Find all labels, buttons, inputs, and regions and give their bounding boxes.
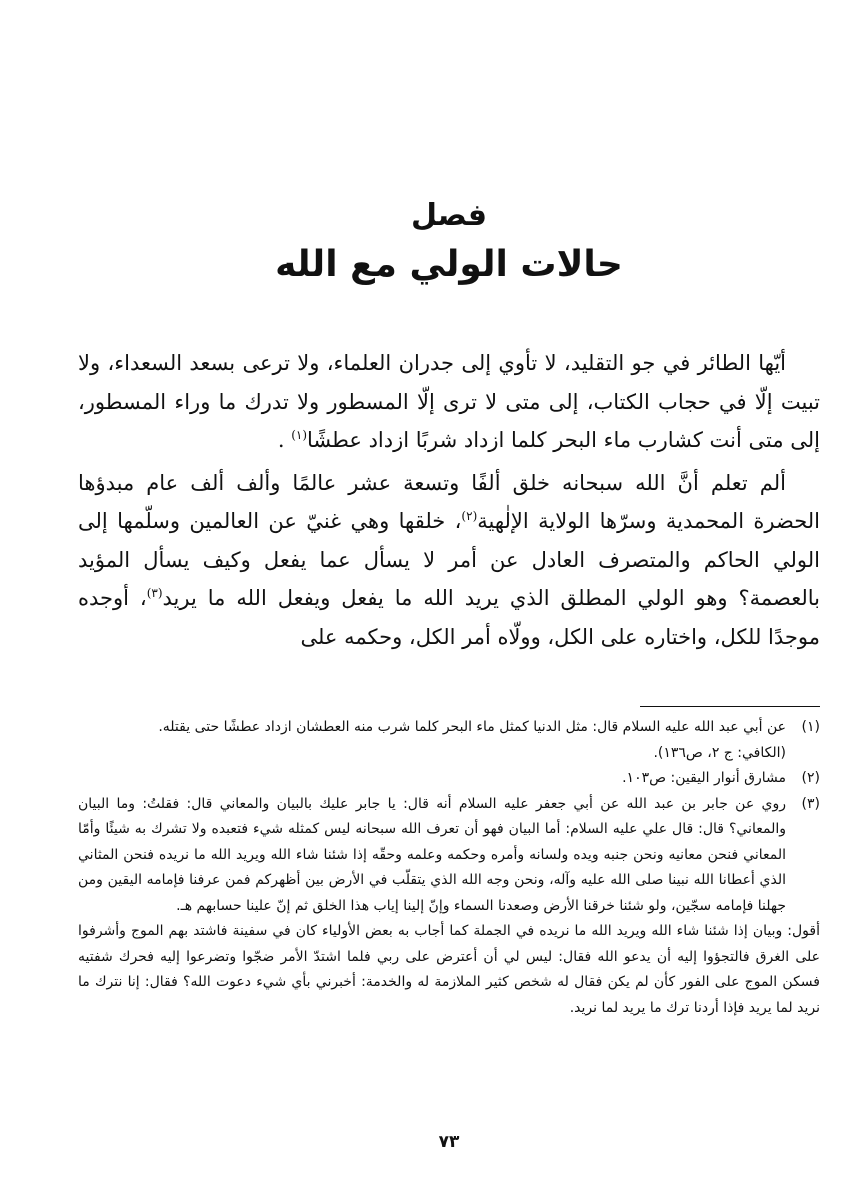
footnote-3 (78, 792, 820, 920)
footnote-2 (78, 766, 820, 792)
footnote-commentary: أقول: وبيان إذا شئنا شاء الله ويريد الله ما نريده في الجملة كما أجاب به بعض الأولياء كان في سفينة فاشتد بهم الموج وأشرفوا على الغرق فالتجؤوا إليه أن يدعو الله فقال: ليس لي أن أعترض على ربي فلما اشتدّ الأمر ضجّوا وتضرعوا إليه فحرك شفتيه فسكن الموج على الفور كأن لم يكن فقال له شخص كثير الملازمة له والخدمة: أخبرني بأي شيء دعوت الله؟ فقال: إنا نترك ما نريد لما يريد فإذا أردنا ترك ما يريد لما نريد. (78, 923, 820, 1016)
footnote-ref-2[interactable]: (٢) (461, 509, 478, 523)
chapter-title: حالات الولي مع الله (275, 244, 623, 285)
footnote-citation: (الكافي: ج ٢، ص١٣٦). (653, 744, 786, 761)
paragraph (78, 464, 820, 657)
footnote-separator (640, 706, 820, 707)
footnote-text: روي عن جابر بن عبد الله عن أبي جعفر عليه السلام أنه قال: يا جابر عليك بالبيان والمعاني قال: فقلتُ: وما البيان والمعاني؟ قال: قال علي عليه السلام: أما البيان فهو أن تعرف الله سبحانه ليس كمثله شيء فتعبده ولا تشرك به شيئًا وأمّا المعاني فنحن معانيه ونحن جنبه ويده ولسانه وأمره وحكمه وعلمه وحقّه إذا شئنا شاء الله ويريد الله ما نريده فنحن المثاني الذي أعطانا الله نبينا صلى الله عليه وآله، ونحن وجه الله الذي يتقلّب في الأرض بين أظهركم فمن عرفنا فإمامه اليقين ومن جهلنا فإمامه سجّين، ولو شئنا خرقنا الأرض وصعدنا السماء وإنّ إلينا إياب هذا الخلق ثم إنّ علينا حسابهم هـ. (78, 795, 786, 914)
footnote-text: عن أبي عبد الله عليه السلام قال: مثل الدنيا كمثل ماء البحر كلما شرب منه العطشان ازداد عطشًا حتى يقتله. (158, 719, 786, 735)
paragraph (78, 344, 820, 460)
footnote-number: (٢) (801, 770, 820, 786)
section-label: فصل (411, 198, 487, 233)
page-number: ٧٣ (438, 1132, 460, 1152)
paragraph-text: أيّها الطائر في جو التقليد، لا تأوي إلى جدران العلماء، ولا ترعى بسعد السعداء، ولا تبيت إلّا في حجاب الكتاب، إلى متى لا ترى إلّا المسطور ولا تدرك ما وراء المسطور، إلى متى أنت كشارب ماء البحر كلما ازداد شربًا ازداد عطشًا (78, 351, 820, 452)
footnote-number: (٣) (801, 795, 820, 812)
paragraph-text: ، أوجده موجدًا للكل، واختاره على الكل، وولّاه أمر الكل، وحكمه على (78, 586, 820, 649)
footnote-ref-1[interactable]: (١) (291, 428, 308, 442)
footnotes (78, 715, 820, 1021)
paragraph-text: ، خلقها وهي غنيّ عن العالمين وسلّمها إلى الولي الحاكم والمتصرف العادل عن أمر لا يسأل عما يفعل وكيف يسأل المؤيد بالعصمة؟ وهو الولي المطلق الذي يريد الله ما يفعل ويفعل الله ما يريد (78, 509, 820, 610)
book-page (78, 0, 820, 1186)
paragraph-text: ألم تعلم أنَّ الله سبحانه خلق ألفًا وتسعة عشر عالمًا وألف ألف عام مبدؤها الحضرة المحمدية وسرّها الولاية الإلٰهية (78, 470, 821, 533)
paragraph-tail: . (277, 428, 292, 452)
footnote-number: (١) (801, 719, 820, 735)
footnote-text: مشارق أنوار اليقين: ص١٠٣. (622, 770, 786, 786)
footnote-ref-3[interactable]: (٣) (146, 586, 163, 600)
footnote-1 (78, 715, 820, 766)
main-text (78, 344, 820, 656)
